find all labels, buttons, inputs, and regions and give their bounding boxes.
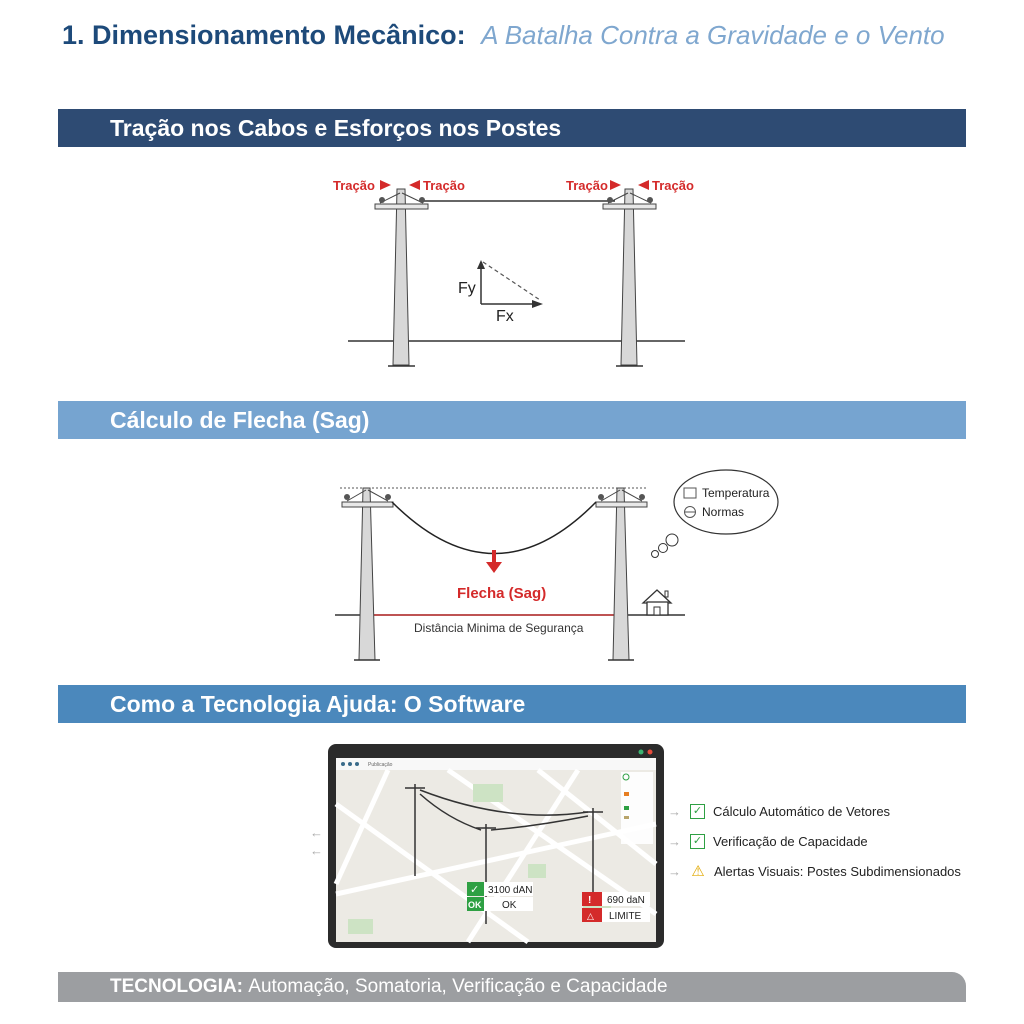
check-icon: ✓ bbox=[690, 804, 705, 819]
arrow-right-icon bbox=[380, 180, 391, 190]
section-banner-sag bbox=[58, 401, 966, 439]
house-icon bbox=[643, 590, 671, 615]
pole-left bbox=[342, 488, 393, 660]
arrow-left-icon bbox=[638, 180, 649, 190]
footer-text: Automação, Somatoria, Verificação e Capacidade bbox=[248, 976, 668, 997]
pole-limit-status: LIMITE bbox=[609, 911, 642, 922]
pole-limit-value: 690 daN bbox=[607, 895, 645, 906]
warning-icon: ⚠ bbox=[691, 863, 705, 880]
thought-cloud bbox=[652, 470, 779, 558]
pole-left bbox=[375, 189, 428, 366]
feature-label: Alertas Visuais: Postes Subdimensionados bbox=[714, 863, 961, 879]
min-distance-label: Distância Minima de Segurança bbox=[414, 621, 584, 635]
section-heading: Tração nos Cabos e Esforços nos Postes bbox=[110, 115, 562, 141]
feature-label: Verificação de Capacidade bbox=[713, 833, 868, 849]
feature-list bbox=[668, 796, 961, 886]
footer-banner bbox=[58, 972, 966, 1002]
arrow-left-icon bbox=[409, 180, 420, 190]
software-tablet bbox=[328, 744, 664, 948]
pole-ok-value: 3100 dAN bbox=[488, 885, 533, 896]
window-title: Publicação bbox=[368, 762, 393, 768]
tension-label: Tração bbox=[652, 178, 694, 193]
fy-label: Fy bbox=[458, 280, 476, 297]
feature-label: Cálculo Automático de Vetores bbox=[713, 803, 891, 819]
sag-diagram bbox=[320, 460, 800, 670]
tension-label: Tração bbox=[423, 178, 465, 193]
arrow-left-icon: ← bbox=[310, 843, 323, 858]
pole-right bbox=[596, 488, 647, 660]
feature-item bbox=[668, 826, 961, 856]
arrow-right-icon: → bbox=[668, 803, 681, 819]
feature-item bbox=[668, 796, 961, 826]
feature-item bbox=[668, 856, 961, 886]
arrow-right-icon: → bbox=[668, 863, 681, 879]
warning-icon: △ bbox=[587, 911, 594, 921]
check-icon: ✓ bbox=[470, 884, 480, 896]
title-subtitle: A Batalha Contra a Gravidade e o Vento bbox=[481, 20, 945, 50]
page-title bbox=[62, 20, 945, 51]
sag-label: Flecha (Sag) bbox=[457, 585, 547, 602]
tension-label: Tração bbox=[566, 178, 608, 193]
side-arrows bbox=[310, 825, 323, 861]
footer-lead: TECNOLOGIA: bbox=[110, 976, 243, 997]
arrow-right-icon bbox=[610, 180, 621, 190]
section-heading: Como a Tecnologia Ajuda: O Software bbox=[110, 691, 526, 717]
tension-label: Tração bbox=[333, 178, 375, 193]
section-banner-tension bbox=[58, 109, 966, 147]
section-banner-software bbox=[58, 685, 966, 723]
pole-right bbox=[603, 189, 656, 366]
fx-label: Fx bbox=[496, 308, 514, 325]
pole-ok-status: OK bbox=[502, 900, 517, 911]
ok-badge: OK bbox=[468, 900, 482, 910]
close-icon[interactable] bbox=[648, 750, 653, 755]
arrow-right-icon: → bbox=[668, 833, 681, 849]
tension-diagram bbox=[320, 165, 720, 375]
title-main: 1. Dimensionamento Mecânico: bbox=[62, 20, 466, 50]
arrow-left-icon: ← bbox=[310, 825, 323, 840]
cloud-temperature: Temperatura bbox=[702, 486, 770, 500]
section-heading: Cálculo de Flecha (Sag) bbox=[110, 407, 370, 433]
cloud-norms: Normas bbox=[702, 505, 745, 519]
force-vector-icon bbox=[477, 260, 543, 308]
check-icon: ✓ bbox=[690, 834, 705, 849]
alert-icon: ! bbox=[588, 895, 592, 906]
